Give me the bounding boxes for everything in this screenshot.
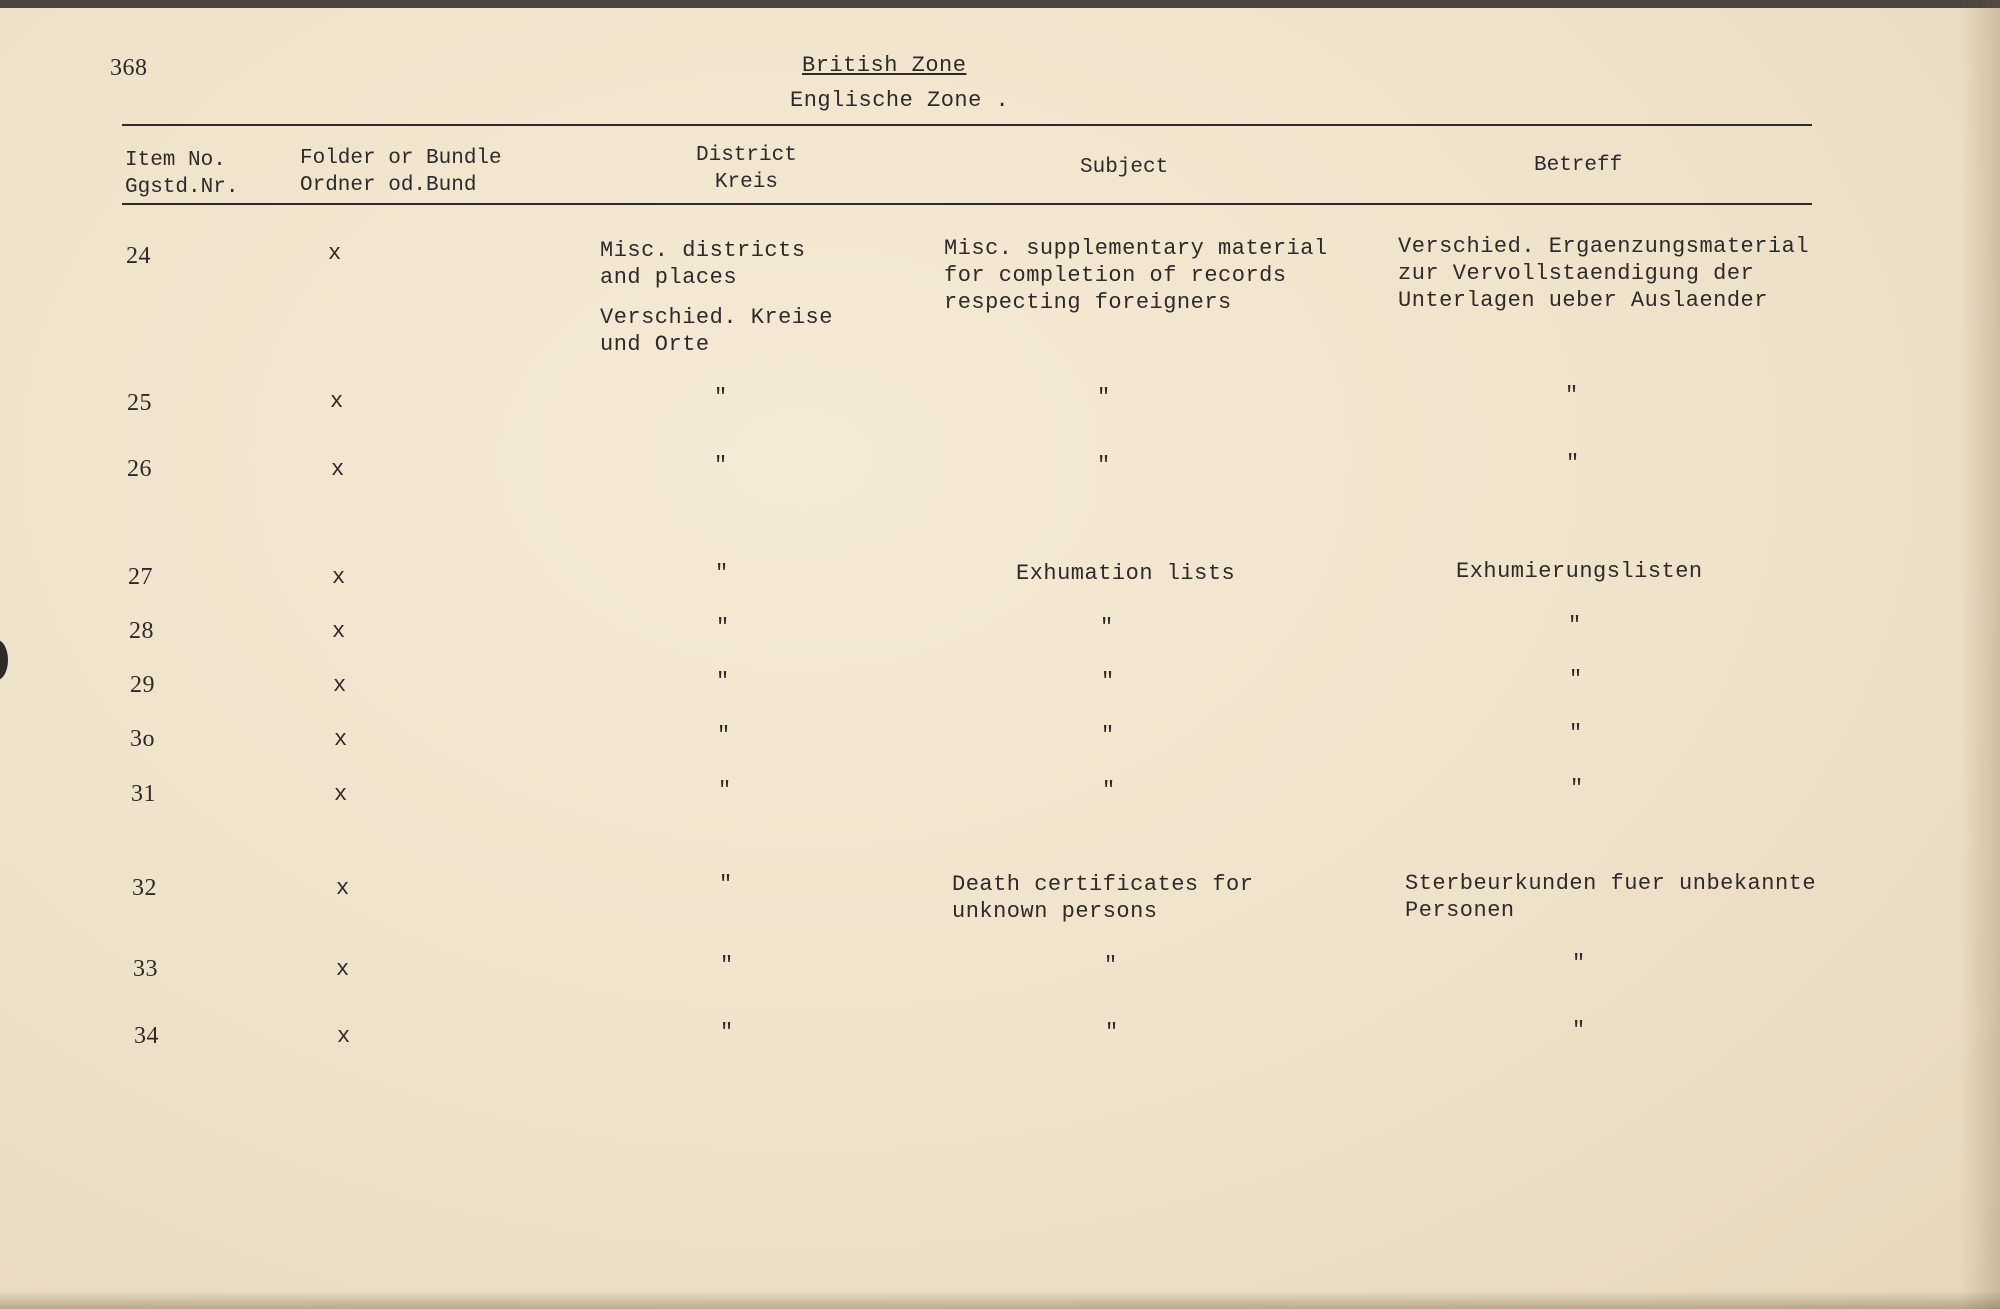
row-32-betreff-line2: Personen (1405, 898, 1515, 923)
page-title: British Zone (802, 53, 967, 78)
row-28-item: 28 (129, 618, 154, 644)
row-24-betreff-line3: Unterlagen ueber Auslaender (1398, 288, 1768, 313)
header-bottom-rule (122, 203, 1812, 205)
row-34-betreff: " (1572, 1018, 1586, 1043)
col-header-district-line1: District (696, 144, 797, 167)
row-32-betreff (1405, 870, 1816, 924)
row-24-betreff-line1: Verschied. Ergaenzungsmaterial (1398, 234, 1810, 259)
col-header-item-line1: Item No. (125, 149, 226, 172)
col-header-district-line2: Kreis (714, 171, 778, 194)
row-29-item: 29 (130, 672, 155, 698)
row-29-subject: " (1101, 669, 1115, 694)
row-33-folder: x (336, 957, 350, 982)
row-32-subject (952, 871, 1253, 925)
col-header-betreff: Betreff (1534, 154, 1623, 177)
row-28-betreff: " (1568, 613, 1582, 638)
row-24-subject-line1: Misc. supplementary material (944, 236, 1328, 261)
row-32-folder: x (336, 876, 350, 901)
row-29-betreff: " (1569, 667, 1583, 692)
row-30-subject: " (1101, 723, 1115, 748)
row-31-item: 31 (131, 781, 156, 807)
row-31-betreff: " (1570, 776, 1584, 801)
row-30-folder: x (334, 727, 348, 752)
row-33-betreff: " (1572, 951, 1586, 976)
row-33-district: " (720, 953, 734, 978)
row-32-betreff-line1: Sterbeurkunden fuer unbekannte (1405, 871, 1817, 896)
col-header-item-line2: Ggstd.Nr. (125, 176, 239, 199)
row-24-subject-line3: respecting foreigners (944, 290, 1232, 315)
row-24-district (600, 237, 833, 358)
row-25-district: " (714, 385, 728, 410)
row-24-district-line4: und Orte (600, 332, 710, 357)
row-27-district: " (715, 561, 729, 586)
row-26-district: " (714, 453, 728, 478)
row-25-subject: " (1097, 385, 1111, 410)
row-28-folder: x (332, 619, 346, 644)
row-34-subject: " (1105, 1020, 1119, 1045)
scan-top-edge (0, 0, 2000, 8)
col-header-subject: Subject (1080, 156, 1169, 179)
row-24-betreff (1398, 233, 1809, 314)
col-header-folder-line1: Folder or Bundle (300, 147, 502, 170)
row-32-item: 32 (132, 875, 157, 901)
row-34-folder: x (337, 1024, 351, 1049)
row-27-betreff: Exhumierungslisten (1456, 559, 1703, 584)
row-27-folder: x (332, 565, 346, 590)
row-28-district: " (716, 615, 730, 640)
binder-hole (0, 640, 8, 680)
page-number: 368 (110, 55, 148, 81)
row-34-district: " (720, 1020, 734, 1045)
row-31-subject: " (1102, 778, 1116, 803)
row-31-folder: x (334, 782, 348, 807)
row-24-subject-line2: for completion of records (944, 263, 1287, 288)
row-30-district: " (717, 723, 731, 748)
row-27-subject: Exhumation lists (1016, 561, 1236, 586)
scan-right-edge (1960, 0, 2000, 1309)
row-24-district-line2: and places (600, 265, 738, 290)
row-33-item: 33 (133, 956, 158, 982)
header-top-rule (122, 124, 1812, 126)
row-24-folder: x (328, 241, 342, 266)
row-24-district-line1: Misc. districts (600, 238, 806, 263)
row-30-item: 3o (130, 726, 155, 752)
row-25-item: 25 (127, 390, 152, 416)
row-29-district: " (716, 669, 730, 694)
row-32-district: " (719, 872, 733, 897)
row-24-item: 24 (126, 243, 151, 269)
row-25-folder: x (330, 389, 344, 414)
row-24-district-line3: Verschied. Kreise (600, 305, 833, 330)
row-31-district: " (718, 778, 732, 803)
row-26-subject: " (1097, 453, 1111, 478)
scan-bottom-edge (0, 1291, 2000, 1309)
row-33-subject: " (1104, 953, 1118, 978)
row-28-subject: " (1100, 615, 1114, 640)
row-26-betreff: " (1566, 451, 1580, 476)
row-32-subject-line2: unknown persons (952, 899, 1158, 924)
row-24-subject (944, 235, 1328, 316)
row-32-subject-line1: Death certificates for (952, 872, 1254, 897)
col-header-item (125, 147, 238, 201)
row-29-folder: x (333, 673, 347, 698)
row-27-item: 27 (128, 564, 153, 590)
col-header-folder (300, 145, 502, 199)
col-header-district (696, 142, 797, 196)
page-subtitle: Englische Zone . (790, 88, 1010, 113)
row-30-betreff: " (1569, 721, 1583, 746)
row-26-item: 26 (127, 456, 152, 482)
col-header-folder-line2: Ordner od.Bund (300, 174, 477, 197)
row-25-betreff: " (1565, 383, 1579, 408)
row-26-folder: x (331, 457, 345, 482)
row-34-item: 34 (134, 1023, 159, 1049)
row-24-betreff-line2: zur Vervollstaendigung der (1398, 261, 1755, 286)
